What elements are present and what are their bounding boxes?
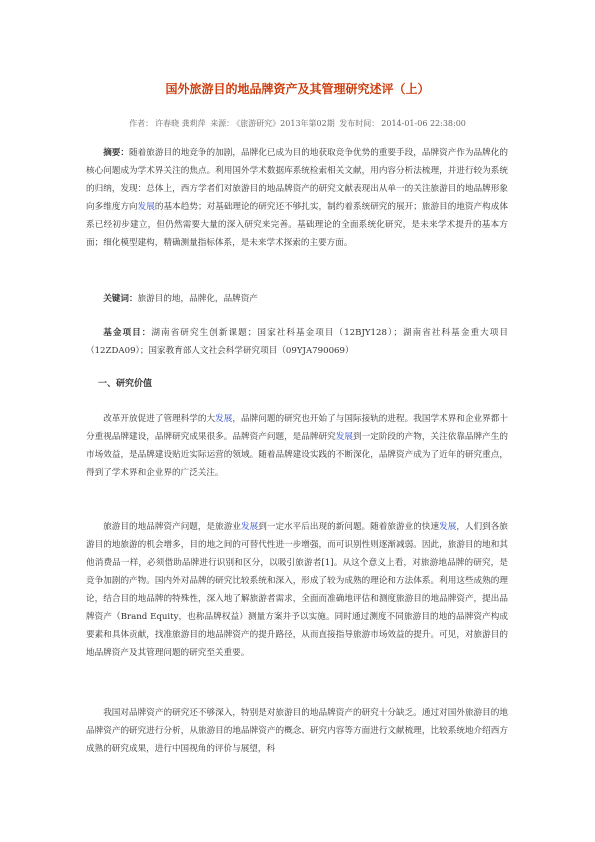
source-label: 来源： bbox=[210, 119, 235, 128]
keywords-paragraph bbox=[86, 290, 508, 308]
funding-block bbox=[86, 324, 508, 360]
article-meta bbox=[0, 118, 595, 129]
abstract-text-a: 随着旅游目的地竞争的加剧，品牌化已成为目的地获取竞争优势的重要手段，品牌资产作为品牌化的核心问题成为学术界关注的焦点。利用国外学术数据库系统检索相关文献，用内容分析法梳理，并进行较为系统的归纳，发现：总体上，西方学者们对旅游目的地品牌资产的研究文献表现出从单一的关注旅游目的地品牌形象向多维度方向 bbox=[86, 148, 508, 212]
p2-t3: ，人们到各旅游目的地旅游的机会增多，目的地之间的可替代性进一步增强，而可识别性则逐渐减弱。因此，旅游目的地和其他消费品一样，必须借助品牌进行识别和区分，以吸引旅游者[1]。从这个意义上看，对旅游地品牌的研究，是竞争加剧的产物。国内外对品牌的研究比较系统和深入，形成了较为成熟的理论和方法体系。利用这些成熟的理论，结合目的地品牌的特殊性，深入地了解旅游者需求，全面而准确地评估和测度旅游目的地品牌资产，提出品牌资产（Brand Equity，也称品牌权益）测量方案并予以实施。同时通过测度不同旅游目的地的品牌资产构成要素和具体贡献，找准旅游目的地品牌资产的提升路径，从而直接指导旅游市场效益的提升。可见，对旅游目的地品牌资产及其管理问题的研究至关重要。 bbox=[86, 522, 508, 658]
p1-link-2[interactable]: 发展 bbox=[335, 432, 353, 442]
section1-para3 bbox=[86, 704, 508, 758]
article-title: 国外旅游目的地品牌资产及其管理研究述评（上） bbox=[165, 82, 430, 96]
author-label: 作者： bbox=[129, 119, 154, 128]
source: 《旅游研究》2013年第02期 bbox=[236, 119, 335, 128]
p2-link-1[interactable]: 发展 bbox=[240, 522, 259, 532]
para2-text bbox=[86, 518, 508, 662]
funding-paragraph bbox=[86, 324, 508, 360]
p1-link-1[interactable]: 发展 bbox=[215, 414, 233, 424]
p1-t1: 改革开放促进了管理科学的大 bbox=[103, 414, 216, 424]
abstract-text-b: 的基本趋势；对基础理论的研究还不够扎实，制约着系统研究的展开；旅游目的地资产构成体系已经初步建立，但仍然需要大量的深入研究来完善。基础理论的全面系统化研究，是未来学术提升的基本方面；细化模型建构，精确测量指标体系，是未来学术探索的主要方面。 bbox=[86, 202, 508, 248]
p2-t2: 到一定水平后出现的新问题。随着旅游业的快速 bbox=[258, 522, 440, 532]
section1-para2 bbox=[86, 518, 508, 662]
keywords-label: 关键词： bbox=[103, 294, 138, 304]
abstract-block bbox=[86, 144, 508, 252]
section-heading: 一、研究价值 bbox=[98, 379, 153, 389]
abstract-label: 摘要： bbox=[103, 148, 130, 158]
para3-text: 我国对品牌资产的研究还不够深入，特别是对旅游目的地品牌资产的研究十分缺乏。通过对国外旅游目的地品牌资产的研究进行分析，从旅游目的地品牌资产的概念、研究内容等方面进行文献梳理，比较系统地介绍西方成熟的研究成果，进行中国视角的评价与展望，科 bbox=[86, 708, 508, 754]
abstract-link[interactable]: 发展 bbox=[137, 202, 155, 212]
p1-t2: ，品牌问题的研究也开始了与国际接轨的进程。我国学术界和企业界都十分重视品牌建设，品牌研究成果很多。品牌资产问题，是品牌研究 bbox=[86, 414, 508, 442]
p2-link-2[interactable]: 发展 bbox=[439, 522, 457, 532]
funding-text: 湖南省研究生创新课题；国家社科基金项目（12BJY128）；湖南省社科基金重大项目（12ZDA09）；国家教育部人文社会科学研究项目（09YJA790069） bbox=[86, 328, 508, 356]
publish-date: 2014-01-06 22:38:00 bbox=[381, 119, 466, 128]
abstract-paragraph bbox=[86, 144, 508, 252]
keywords-text: 旅游目的地，品牌化，品牌资产 bbox=[137, 294, 258, 304]
authors: 许春晓 龚莉萍 bbox=[155, 119, 206, 128]
keywords-block bbox=[86, 290, 508, 308]
section1-para1 bbox=[86, 410, 508, 482]
funding-label: 基金项目： bbox=[103, 328, 152, 338]
p1-t3: 到一定阶段的产物，关注依靠品牌产生的市场效益，是品牌建设贴近实际运营的领域。随着品牌建设实践的不断深化，品牌资产成为了近年的研究重点，得到了学术界和企业界的广泛关注。 bbox=[86, 432, 508, 478]
date-label: 发布时间： bbox=[339, 119, 380, 128]
para1-text bbox=[86, 410, 508, 482]
p2-t1: 旅游目的地品牌资产问题，是旅游业 bbox=[103, 522, 241, 532]
